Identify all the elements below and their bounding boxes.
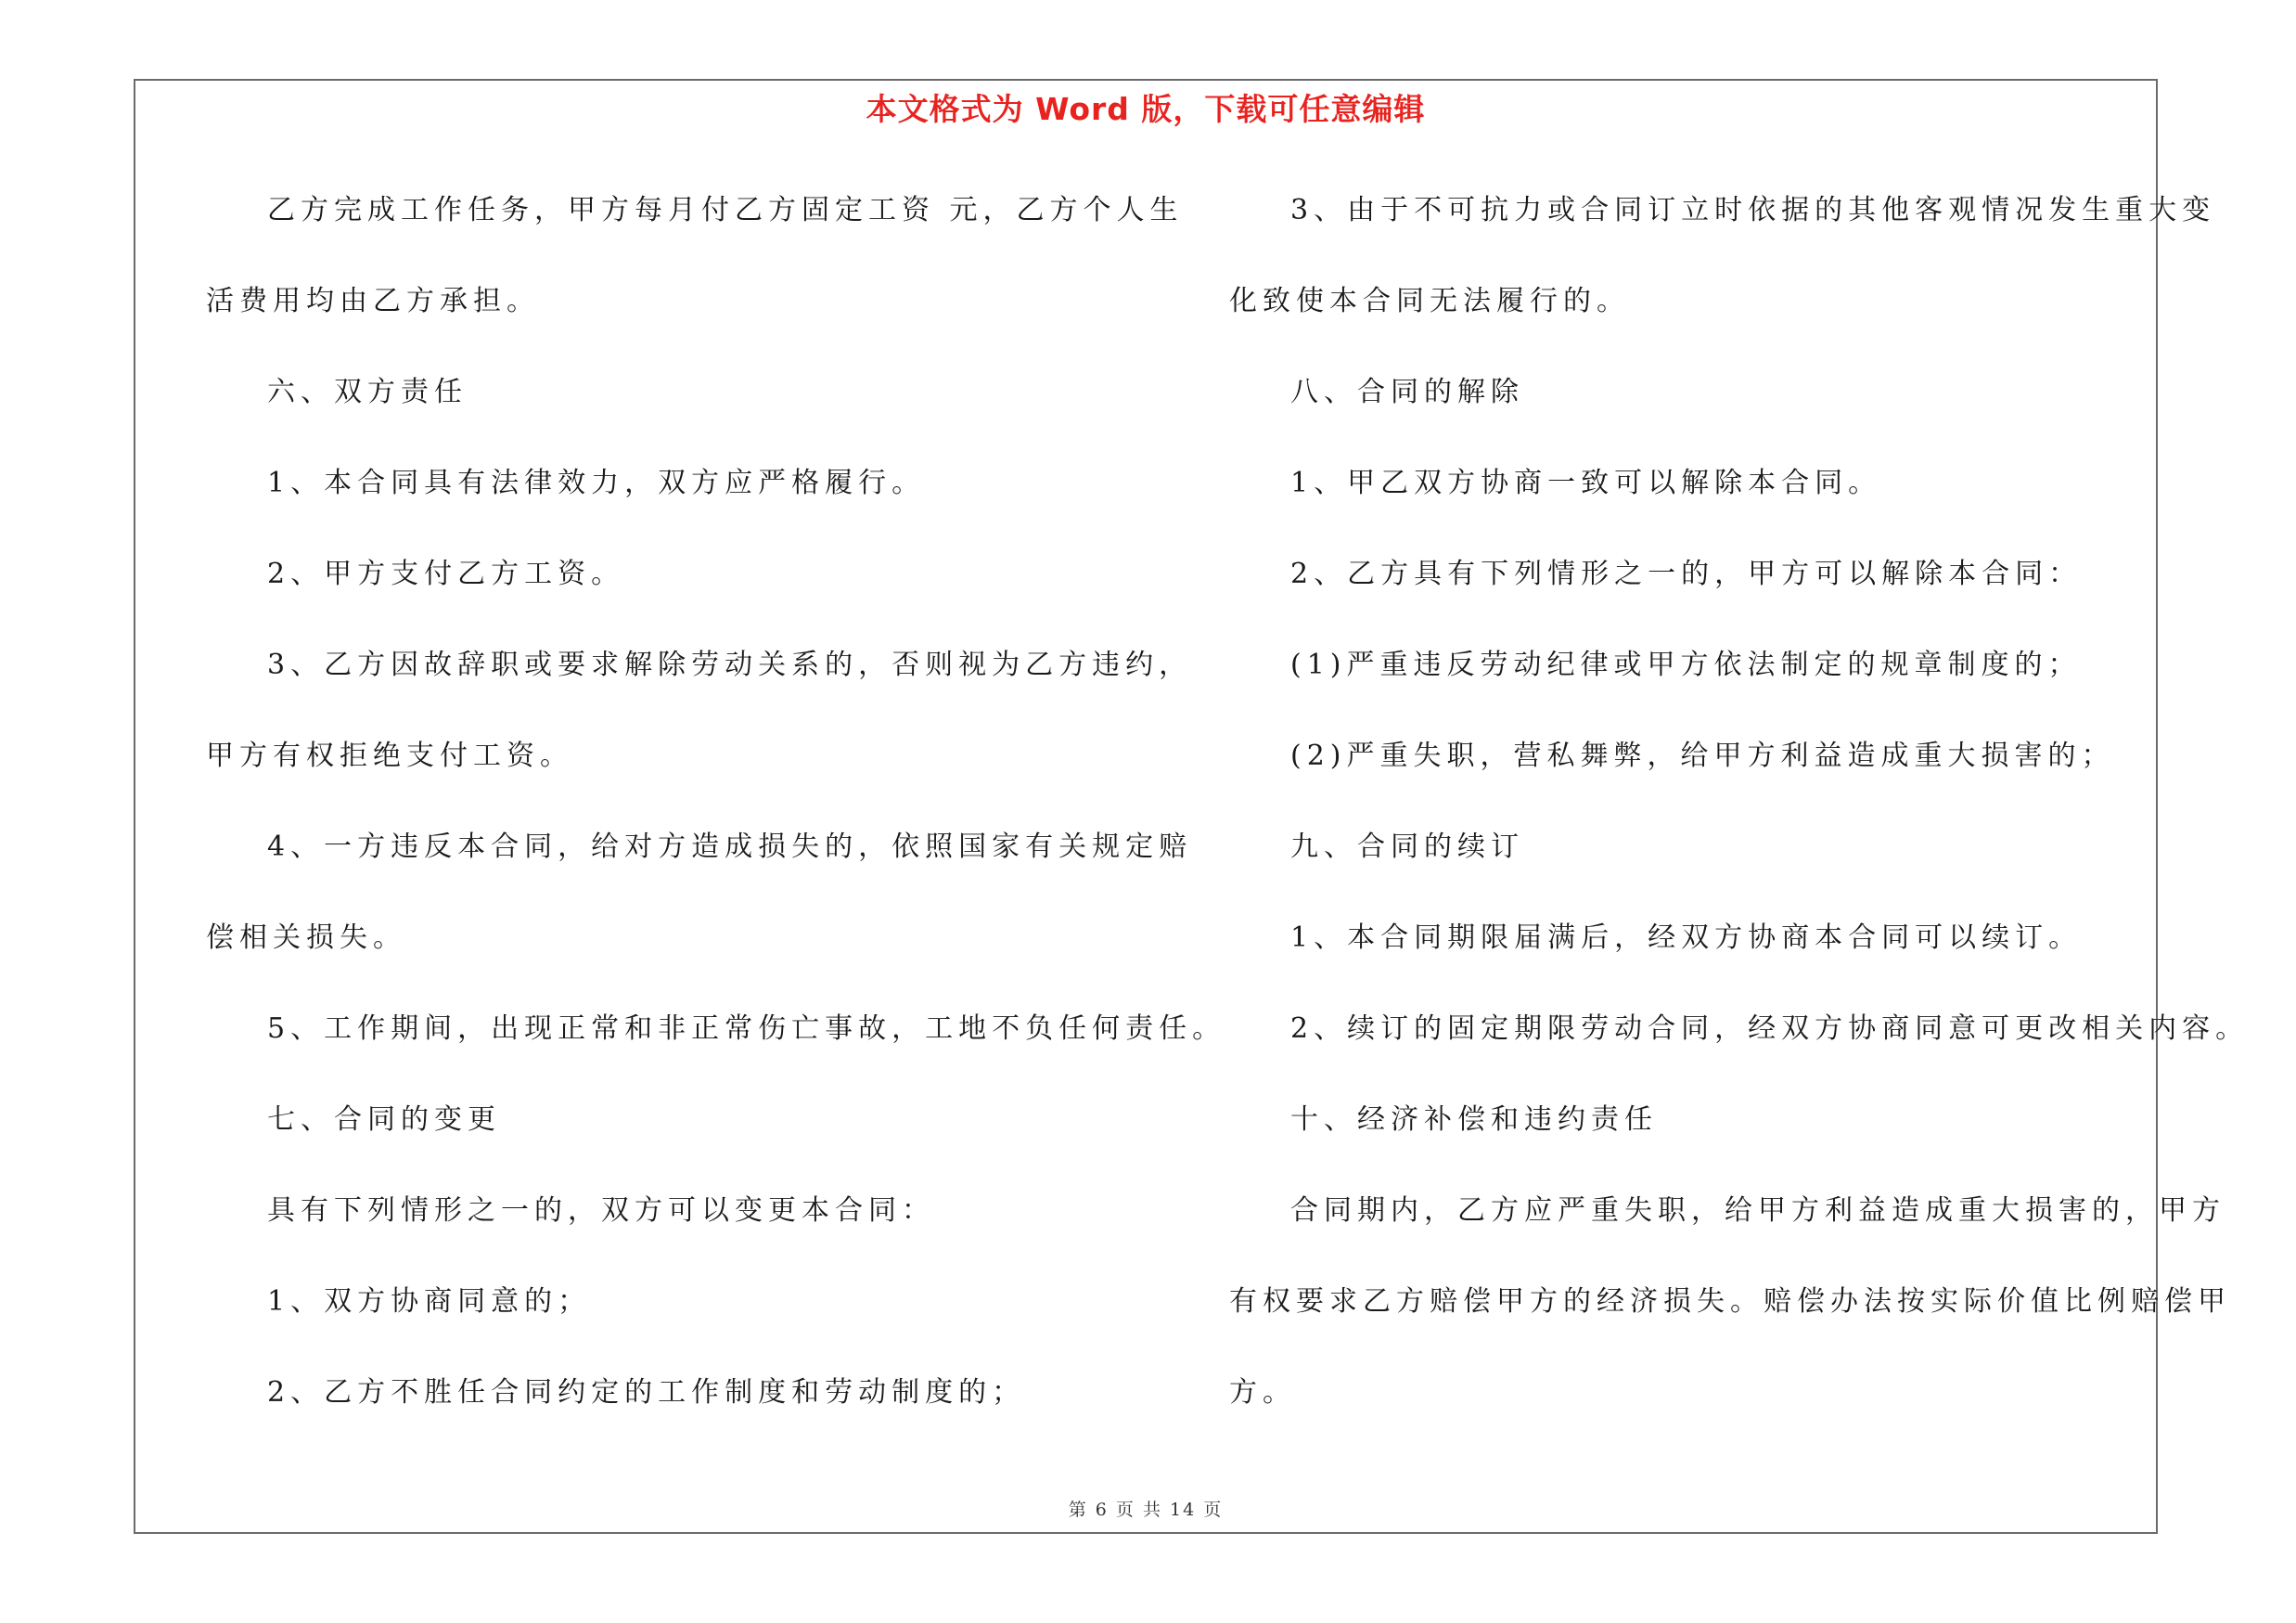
left-line: 2、乙方不胜任合同约定的工作制度和劳动制度的； bbox=[267, 1376, 1026, 1409]
left-line: 活费用均由乙方承担。 bbox=[206, 285, 540, 317]
left-line: 4、一方违反本合同，给对方造成损失的，依照国家有关规定赔 bbox=[267, 831, 1193, 863]
word-format-banner: 本文格式为 Word 版，下载可任意编辑 bbox=[866, 91, 1426, 127]
right-line: 九、合同的续订 bbox=[1290, 831, 1524, 863]
left-line: 5、工作期间，出现正常和非正常伤亡事故，工地不负任何责任。 bbox=[267, 1012, 1226, 1045]
left-column bbox=[206, 182, 1226, 1455]
right-column bbox=[1229, 182, 2250, 1455]
right-line: 合同期内，乙方应严重失职，给甲方利益造成重大损害的，甲方 bbox=[1290, 1194, 2225, 1227]
page-number: 第 6 页 共 14 页 bbox=[1068, 1500, 1224, 1520]
left-line: 乙方完成工作任务，甲方每月付乙方固定工资 元，乙方个人生 bbox=[267, 194, 1184, 226]
right-line: 1、本合同期限届满后，经双方协商本合同可以续订。 bbox=[1290, 921, 2083, 954]
right-line: 化致使本合同无法履行的。 bbox=[1229, 285, 1630, 317]
left-line: 1、本合同具有法律效力，双方应严格履行。 bbox=[267, 467, 926, 499]
left-line: 甲方有权拒绝支付工资。 bbox=[206, 740, 573, 772]
right-line: 方。 bbox=[1229, 1376, 1296, 1409]
right-line: (2)严重失职，营私舞弊，给甲方利益造成重大损害的； bbox=[1290, 740, 2115, 772]
right-line: (1)严重违反劳动纪律或甲方依法制定的规章制度的； bbox=[1290, 649, 2082, 681]
right-line: 2、续订的固定期限劳动合同，经双方协商同意可更改相关内容。 bbox=[1290, 1012, 2250, 1045]
left-line: 偿相关损失。 bbox=[206, 921, 406, 954]
right-line: 2、乙方具有下列情形之一的，甲方可以解除本合同： bbox=[1290, 558, 2083, 590]
right-line: 十、经济补偿和违约责任 bbox=[1290, 1103, 1658, 1136]
left-line: 1、双方协商同意的； bbox=[267, 1285, 592, 1318]
right-line: 八、合同的解除 bbox=[1290, 376, 1524, 408]
right-line: 有权要求乙方赔偿甲方的经济损失。赔偿办法按实际价值比例赔偿甲 bbox=[1229, 1285, 2231, 1318]
left-line: 六、双方责任 bbox=[267, 376, 468, 408]
right-line: 3、由于不可抗力或合同订立时依据的其他客观情况发生重大变 bbox=[1290, 194, 2216, 226]
right-line: 1、甲乙双方协商一致可以解除本合同。 bbox=[1290, 467, 1882, 499]
left-line: 3、乙方因故辞职或要求解除劳动关系的，否则视为乙方违约， bbox=[267, 649, 1193, 681]
left-line: 七、合同的变更 bbox=[267, 1103, 501, 1136]
left-line: 具有下列情形之一的，双方可以变更本合同： bbox=[267, 1194, 935, 1227]
left-line: 2、甲方支付乙方工资。 bbox=[267, 558, 625, 590]
